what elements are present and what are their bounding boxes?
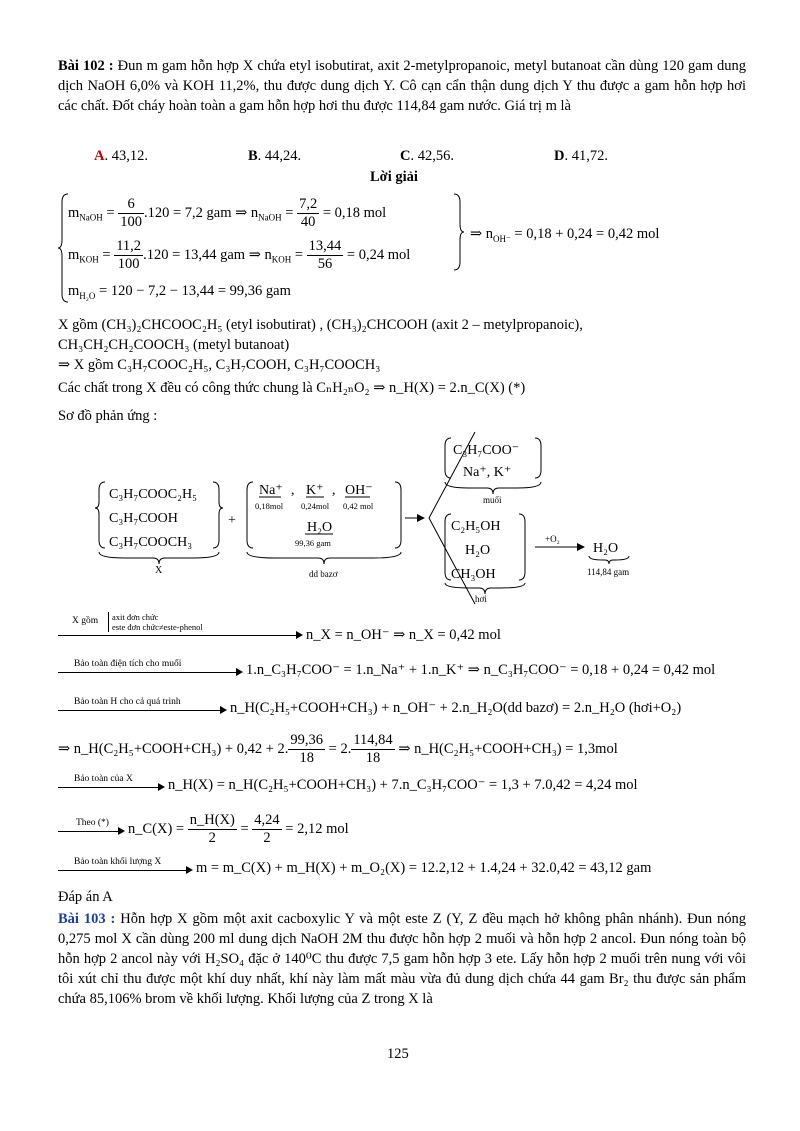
base-ion-oh: OH⁻: [345, 483, 373, 498]
step1-arrow: [296, 631, 303, 639]
h2o-equation: $m_{H_2O} = 120 - 7,2 - 13,44 = 99,36$ gam: [68, 283, 291, 301]
problem-102-text: Đun m gam hỗn hợp X chứa etyl isobutirat, axit 2-metylpropanoic, metyl butanoat cần dùng 120 gam dung dịch NaOH 6,0% và KOH 11,2%, thu được dung dịch Y. Cô cạn cẩn thận dung dịch Y thu được a gam hỗn hợp hơi các chất. Đốt cháy hoàn toàn a gam hỗn hợp hơi thu được 114,84 gam nước. Giá trị m là: [58, 58, 747, 114]
solution-heading: Lời giải: [370, 169, 418, 185]
option-d: D. 41,72.: [554, 148, 608, 164]
x-label: X: [155, 565, 163, 576]
svg-text:,: ,: [291, 483, 295, 498]
vapor-item-3: CH₃OH: [451, 567, 496, 582]
step3-arrow: [220, 706, 227, 714]
problem-102: [58, 56, 746, 116]
step2-equation: 1.n_C₃H₇COO⁻ = 1.n_Na⁺ + 1.n_K⁺ ⇒ n_C₃H₇COO⁻ = 0,18 + 0,24 = 0,42 mol: [246, 662, 716, 678]
salt-item-1: C₃H₇COO⁻: [453, 443, 520, 458]
problem-103: [58, 909, 746, 1009]
general-formula: Các chất trong X đều có công thức chung là CₙH₂ₙO₂ ⇒ n_H(X) = 2.n_C(X) (*): [58, 380, 526, 396]
x-item-3: C₃H₇COOCH₃: [109, 535, 193, 550]
step4-equation: ⇒ n_H(C₂H₅+COOH+CH₃) + 0,42 + 2. $\frac{99,36}{18}$ = 2. $\frac{114,84}{18}$ ⇒ n_H(C₂H₅+COOH+CH₃) = 1,3mol: [58, 732, 618, 766]
salt-item-2: Na⁺, K⁺: [463, 465, 512, 480]
step6-equation: n_C(X) = $\frac{n\_H(X)}{2}$ = $\frac{4,24}{2}$ = 2,12 mol: [128, 812, 349, 846]
step5-label: Bảo toàn của X: [74, 774, 133, 784]
step7-label: Bảo toàn khối lượng X: [74, 857, 162, 867]
problem-102-title: Bài 102 :: [58, 58, 114, 74]
x-item-1: C₃H₇COOC₂H₅: [109, 487, 197, 502]
water-product-amount: 114,84 gam: [587, 567, 630, 577]
reaction-scheme: [95, 430, 655, 610]
step1-label: X gồm: [72, 616, 99, 626]
option-a: A. 43,12.: [94, 148, 148, 164]
base-ion-k: K⁺: [306, 483, 324, 498]
base-water-amount: 99,36 gam: [295, 538, 331, 548]
water-product: H₂O: [593, 541, 619, 556]
naoh-equation: $m_{NaOH}$ = $\frac{6}{100}$ .120 = 7,2 gam ⇒ $n_{NaOH}$ = $\frac{7,2}{40}$ = 0,18 mol: [68, 196, 387, 230]
step5-arrow: [158, 783, 165, 791]
base-ion-na: Na⁺: [259, 483, 283, 498]
option-c: C. 42,56.: [400, 148, 454, 164]
svg-text:+: +: [228, 513, 236, 528]
step7-arrow: [186, 866, 193, 874]
answer: Đáp án A: [58, 889, 113, 905]
o2-label: +O₂: [545, 534, 560, 544]
vapor-item-1: C₂H₅OH: [451, 519, 501, 534]
step6-arrow: [118, 827, 125, 835]
step1-equation: n_X = n_OH⁻ ⇒ n_X = 0,42 mol: [306, 627, 501, 643]
problem-103-title: Bài 103 :: [58, 911, 116, 927]
step2-label: Bảo toàn điện tích cho muối: [74, 659, 182, 669]
x-composition-1: X gồm (CH₃)₂CHCOOC₂H₅ (etyl isobutirat) , (CH₃)₂CHCOOH (axit 2 – metylpropanoic),: [58, 317, 583, 333]
koh-equation: $m_{KOH}$ = $\frac{11,2}{100}$ .120 = 13,44 gam ⇒ $n_{KOH}$ = $\frac{13,44}{56}$ = 0,24 mol: [68, 238, 411, 272]
option-b: B. 44,24.: [248, 148, 302, 164]
vapor-label: hơi: [475, 594, 487, 604]
salt-label: muối: [483, 495, 502, 505]
svg-text:,: ,: [332, 483, 336, 498]
x-composition-2: CH₃CH₂CH₂COOCH₃ (metyl butanoat): [58, 337, 290, 353]
base-label: dd bazơ: [309, 569, 338, 579]
step2-arrow: [236, 668, 243, 676]
x-composition-3: ⇒ X gồm C₃H₇COOC₂H₅, C₃H₇COOH, C₃H₇COOCH₃: [58, 357, 381, 373]
base-amount-na: 0,18mol: [255, 501, 284, 511]
problem-103-text: Hỗn hợp X gồm một axit cacboxylic Y và một este Z (Y, Z đều mạch hở không phân nhánh). Đun nóng 0,275 mol X cần dùng 200 ml dung dịch NaOH 2M thu được hỗn hợp 2 muối và hỗn hợp 2 ancol. Đun nóng toàn bộ hỗn hợp 2 ancol này với H₂SO₄ đặc ở 140⁰C thu được 7,5 gam hỗn hợp 3 ete. Lấy hỗn hợp 2 muối trên nung với vôi tôi xút chỉ thu được một khí duy nhất, khí này làm mất màu vừa đủ dung dịch chứa 44 gam Br₂ thu được sản phẩm chứa 85,106% brom về khối lượng. Khối lượng của Z trong X là: [58, 911, 747, 1007]
step3-equation: n_H(C₂H₅+COOH+CH₃) + n_OH⁻ + 2.n_H₂O(dd bazơ) = 2.n_H₂O (hơi+O₂): [230, 700, 682, 716]
right-brace: [454, 192, 466, 272]
step3-label: Bảo toàn H cho cả quá trình: [74, 697, 181, 707]
base-water: H₂O: [307, 520, 333, 535]
vapor-item-2: H₂O: [465, 543, 491, 558]
step7-equation: m = m_C(X) + m_H(X) + m_O₂(X) = 12.2,12 + 1.4,24 + 32.0,42 = 43,12 gam: [196, 860, 652, 876]
base-amount-oh: 0,42 mol: [343, 501, 374, 511]
scheme-title: Sơ đồ phản ứng :: [58, 408, 158, 424]
oh-total: ⇒ $n_{OH^-} = 0,18 + 0,24 = 0,42$ mol: [470, 226, 660, 244]
base-amount-k: 0,24mol: [301, 501, 330, 511]
step5-equation: n_H(X) = n_H(C₂H₅+COOH+CH₃) + 7.n_C₃H₇COO⁻ = 1,3 + 7.0,42 = 4,24 mol: [168, 777, 638, 793]
step1-label-brace: axit đơn chức este đơn chức≠este-phenol: [108, 612, 203, 632]
step6-label: Theo (*): [76, 818, 109, 828]
x-item-2: C₃H₇COOH: [109, 511, 178, 526]
page-number: 125: [387, 1046, 409, 1062]
